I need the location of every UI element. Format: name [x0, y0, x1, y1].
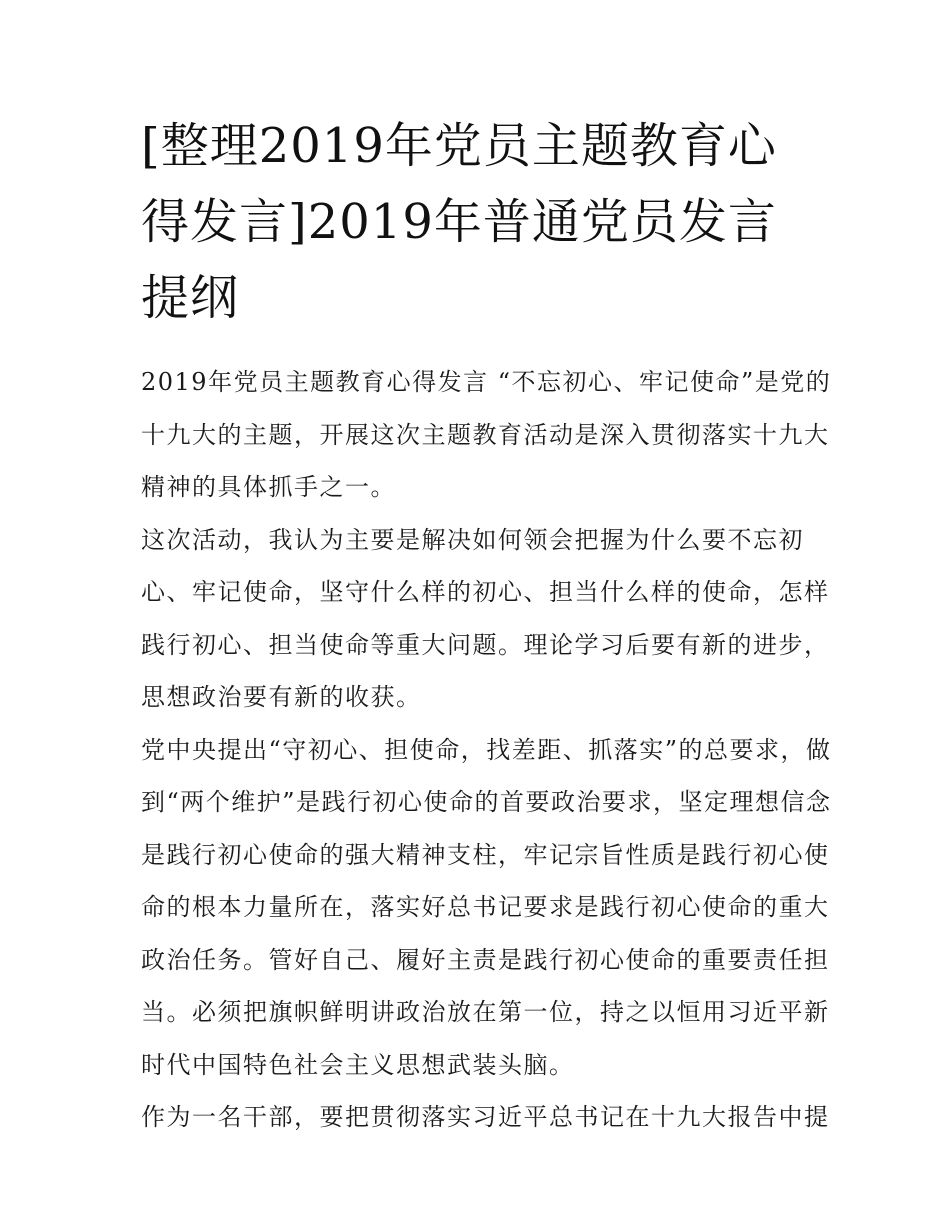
body-line: 政治任务。管好自己、履好主责是践行初心使命的重要责任担 — [141, 945, 830, 974]
body-line: 到“两个维护”是践行初心使命的首要政治要求，坚定理想信念 — [141, 788, 832, 816]
body-line: 这次活动，我认为主要是解决如何领会把握为什么要不忘初 — [141, 525, 804, 554]
title-line: 得发言]2019年普通党员发言 — [141, 194, 777, 250]
body-line: 十九大的主题，开展这次主题教育活动是深入贯彻落实十九大 — [141, 420, 830, 449]
body-line: 心、牢记使命，坚守什么样的初心、担当什么样的使命，怎样 — [141, 578, 830, 606]
body-line: 当。必须把旗帜鲜明讲政治放在第一位，持之以恒用习近平新 — [141, 998, 830, 1026]
body-line: 命的根本力量所在，落实好总书记要求是践行初心使命的重大 — [141, 893, 830, 921]
title-line: 提纲 — [141, 270, 240, 326]
body-line: 作为一名干部，要把贯彻落实习近平总书记在十九大报告中提 — [141, 1103, 830, 1131]
title-line: [整理2019年党员主题教育心 — [141, 118, 777, 174]
body-line: 思想政治要有新的收获。 — [141, 683, 422, 711]
body-line: 是践行初心使命的强大精神支柱，牢记宗旨性质是践行初心使 — [141, 840, 830, 869]
body-line: 践行初心、担当使命等重大问题。理论学习后要有新的进步， — [141, 630, 830, 659]
body-line: 2019年党员主题教育心得发言 “不忘初心、牢记使命”是党的 — [141, 368, 832, 396]
document-title — [141, 108, 821, 336]
body-line: 时代中国特色社会主义思想武装头脑。 — [141, 1050, 575, 1079]
body-line: 精神的具体抓手之一。 — [141, 473, 396, 501]
document-body — [141, 356, 832, 1144]
body-line: 党中央提出“守初心、担使命，找差距、抓落实”的总要求，做 — [141, 735, 832, 764]
